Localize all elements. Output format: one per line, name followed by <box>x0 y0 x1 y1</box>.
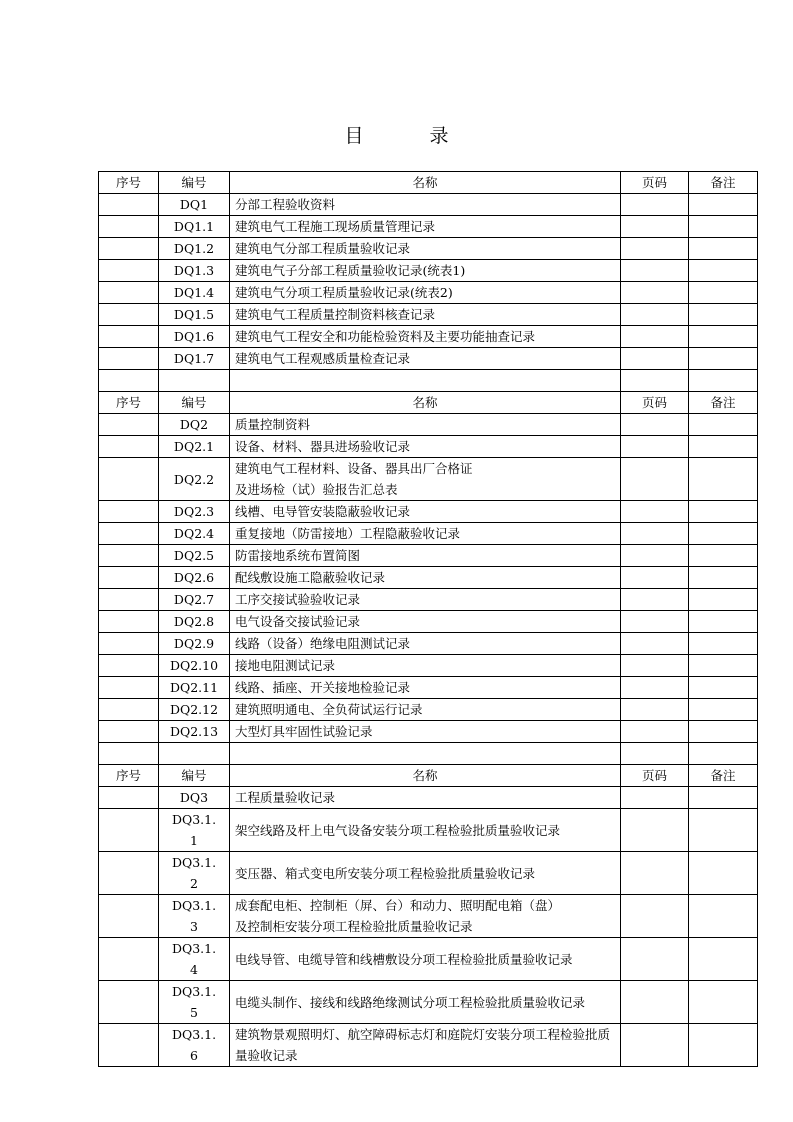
table-header-row <box>99 392 758 414</box>
header-seq: 序号 <box>99 392 159 414</box>
table-row <box>99 523 758 545</box>
row-name: 分部工程验收资料 <box>230 194 621 216</box>
header-name: 名称 <box>230 765 621 787</box>
header-note: 备注 <box>689 765 758 787</box>
row-name: 接地电阻测试记录 <box>230 655 621 677</box>
table-header-row <box>99 172 758 194</box>
header-code: 编号 <box>159 392 230 414</box>
row-name: 线槽、电导管安装隐蔽验收记录 <box>230 501 621 523</box>
row-code-line: DQ3.1. <box>171 941 217 956</box>
row-name: 建筑照明通电、全负荷试运行记录 <box>230 699 621 721</box>
table-row <box>99 282 758 304</box>
header-note: 备注 <box>689 392 758 414</box>
row-code: DQ1.5 <box>159 304 230 326</box>
row-code-line: DQ3.1. <box>171 812 217 827</box>
row-code: DQ2.10 <box>159 655 230 677</box>
row-name: 建筑电气工程安全和功能检验资料及主要功能抽查记录 <box>230 326 621 348</box>
table-row <box>99 260 758 282</box>
table-row <box>99 501 758 523</box>
row-name: 重复接地（防雷接地）工程隐蔽验收记录 <box>230 523 621 545</box>
header-page: 页码 <box>621 765 689 787</box>
row-name: 电缆头制作、接线和线路绝缘测试分项工程检验批质量验收记录 <box>230 981 621 1024</box>
row-code: DQ2.1 <box>159 436 230 458</box>
table-row <box>99 677 758 699</box>
row-name-line: 及控制柜安装分项工程检验批质量验收记录 <box>235 919 473 934</box>
table-row <box>99 655 758 677</box>
blank-row <box>99 743 758 765</box>
header-page: 页码 <box>621 172 689 194</box>
row-name-line: 建筑物景观照明灯、航空障碍标志灯和庭院灯安装分项工程检验批质 <box>235 1027 611 1042</box>
row-name-line: 及进场检（试）验报告汇总表 <box>235 482 398 497</box>
table-row <box>99 238 758 260</box>
row-code-line: DQ3.1. <box>171 1027 217 1042</box>
row-name: 变压器、箱式变电所安装分项工程检验批质量验收记录 <box>230 852 621 895</box>
row-code <box>159 852 230 895</box>
row-code-line: 6 <box>190 1048 198 1063</box>
row-name <box>230 458 621 501</box>
table-row <box>99 458 758 501</box>
toc-table <box>98 171 758 1067</box>
row-name-line: 成套配电柜、控制柜（屏、台）和动力、照明配电箱（盘） <box>235 898 561 913</box>
row-code: DQ2.11 <box>159 677 230 699</box>
row-name: 架空线路及杆上电气设备安装分项工程检验批质量验收记录 <box>230 809 621 852</box>
row-name <box>230 1024 621 1067</box>
table-row <box>99 981 758 1024</box>
blank-row <box>99 370 758 392</box>
page-title: 目 录 <box>344 125 479 147</box>
row-code-line: 1 <box>190 833 198 848</box>
row-name: 线路、插座、开关接地检验记录 <box>230 677 621 699</box>
row-code: DQ2.7 <box>159 589 230 611</box>
row-name: 建筑电气分部工程质量验收记录 <box>230 238 621 260</box>
table-row <box>99 699 758 721</box>
row-name: 大型灯具牢固性试验记录 <box>230 721 621 743</box>
row-name: 建筑电气工程质量控制资料核查记录 <box>230 304 621 326</box>
table-row <box>99 216 758 238</box>
table-row <box>99 348 758 370</box>
table-row <box>99 194 758 216</box>
row-code: DQ1.7 <box>159 348 230 370</box>
table-row <box>99 938 758 981</box>
row-code-line: DQ3.1. <box>171 898 217 913</box>
header-note: 备注 <box>689 172 758 194</box>
row-name: 配线敷设施工隐蔽验收记录 <box>230 567 621 589</box>
table-row <box>99 611 758 633</box>
table-header-row <box>99 765 758 787</box>
row-code: DQ1.1 <box>159 216 230 238</box>
row-code-line: 4 <box>190 962 198 977</box>
table-row <box>99 787 758 809</box>
row-name: 建筑电气分项工程质量验收记录(统表2) <box>230 282 621 304</box>
row-code <box>159 809 230 852</box>
table-row <box>99 895 758 938</box>
table-row <box>99 589 758 611</box>
row-code <box>159 938 230 981</box>
row-name: 线路（设备）绝缘电阻测试记录 <box>230 633 621 655</box>
row-code: DQ2.3 <box>159 501 230 523</box>
row-name: 建筑电气工程观感质量检查记录 <box>230 348 621 370</box>
row-name: 工程质量验收记录 <box>230 787 621 809</box>
row-name-line: 建筑电气工程材料、设备、器具出厂合格证 <box>235 461 473 476</box>
row-code: DQ1.3 <box>159 260 230 282</box>
row-code-line: 5 <box>190 1005 198 1020</box>
row-name: 工序交接试验验收记录 <box>230 589 621 611</box>
header-seq: 序号 <box>99 172 159 194</box>
table-row <box>99 545 758 567</box>
header-name: 名称 <box>230 172 621 194</box>
row-name: 设备、材料、器具进场验收记录 <box>230 436 621 458</box>
table-row <box>99 414 758 436</box>
row-code <box>159 895 230 938</box>
row-name-line: 量验收记录 <box>235 1048 298 1063</box>
row-code: DQ2.2 <box>159 458 230 501</box>
row-code <box>159 1024 230 1067</box>
row-name: 防雷接地系统布置简图 <box>230 545 621 567</box>
header-seq: 序号 <box>99 765 159 787</box>
row-code: DQ1.2 <box>159 238 230 260</box>
row-code: DQ1 <box>159 194 230 216</box>
row-code: DQ2.13 <box>159 721 230 743</box>
table-row <box>99 721 758 743</box>
header-page: 页码 <box>621 392 689 414</box>
row-code: DQ2.6 <box>159 567 230 589</box>
header-code: 编号 <box>159 172 230 194</box>
table-row <box>99 567 758 589</box>
row-name: 建筑电气子分部工程质量验收记录(统表1) <box>230 260 621 282</box>
row-code: DQ2.12 <box>159 699 230 721</box>
row-name: 电线导管、电缆导管和线槽敷设分项工程检验批质量验收记录 <box>230 938 621 981</box>
row-code-line: DQ3.1. <box>171 984 217 999</box>
row-code <box>159 981 230 1024</box>
row-code: DQ2.8 <box>159 611 230 633</box>
table-row <box>99 852 758 895</box>
table-row <box>99 809 758 852</box>
row-code-line: 2 <box>190 876 198 891</box>
row-name: 质量控制资料 <box>230 414 621 436</box>
row-code: DQ2.9 <box>159 633 230 655</box>
row-code: DQ1.6 <box>159 326 230 348</box>
header-code: 编号 <box>159 765 230 787</box>
row-name: 建筑电气工程施工现场质量管理记录 <box>230 216 621 238</box>
table-row <box>99 326 758 348</box>
row-code: DQ2 <box>159 414 230 436</box>
header-name: 名称 <box>230 392 621 414</box>
row-code-line: 3 <box>190 919 198 934</box>
row-code-line: DQ3.1. <box>171 855 217 870</box>
row-code: DQ1.4 <box>159 282 230 304</box>
table-row <box>99 1024 758 1067</box>
table-row <box>99 304 758 326</box>
table-row <box>99 633 758 655</box>
row-name <box>230 895 621 938</box>
table-row <box>99 436 758 458</box>
row-code: DQ2.4 <box>159 523 230 545</box>
row-code: DQ2.5 <box>159 545 230 567</box>
row-name: 电气设备交接试验记录 <box>230 611 621 633</box>
row-code: DQ3 <box>159 787 230 809</box>
